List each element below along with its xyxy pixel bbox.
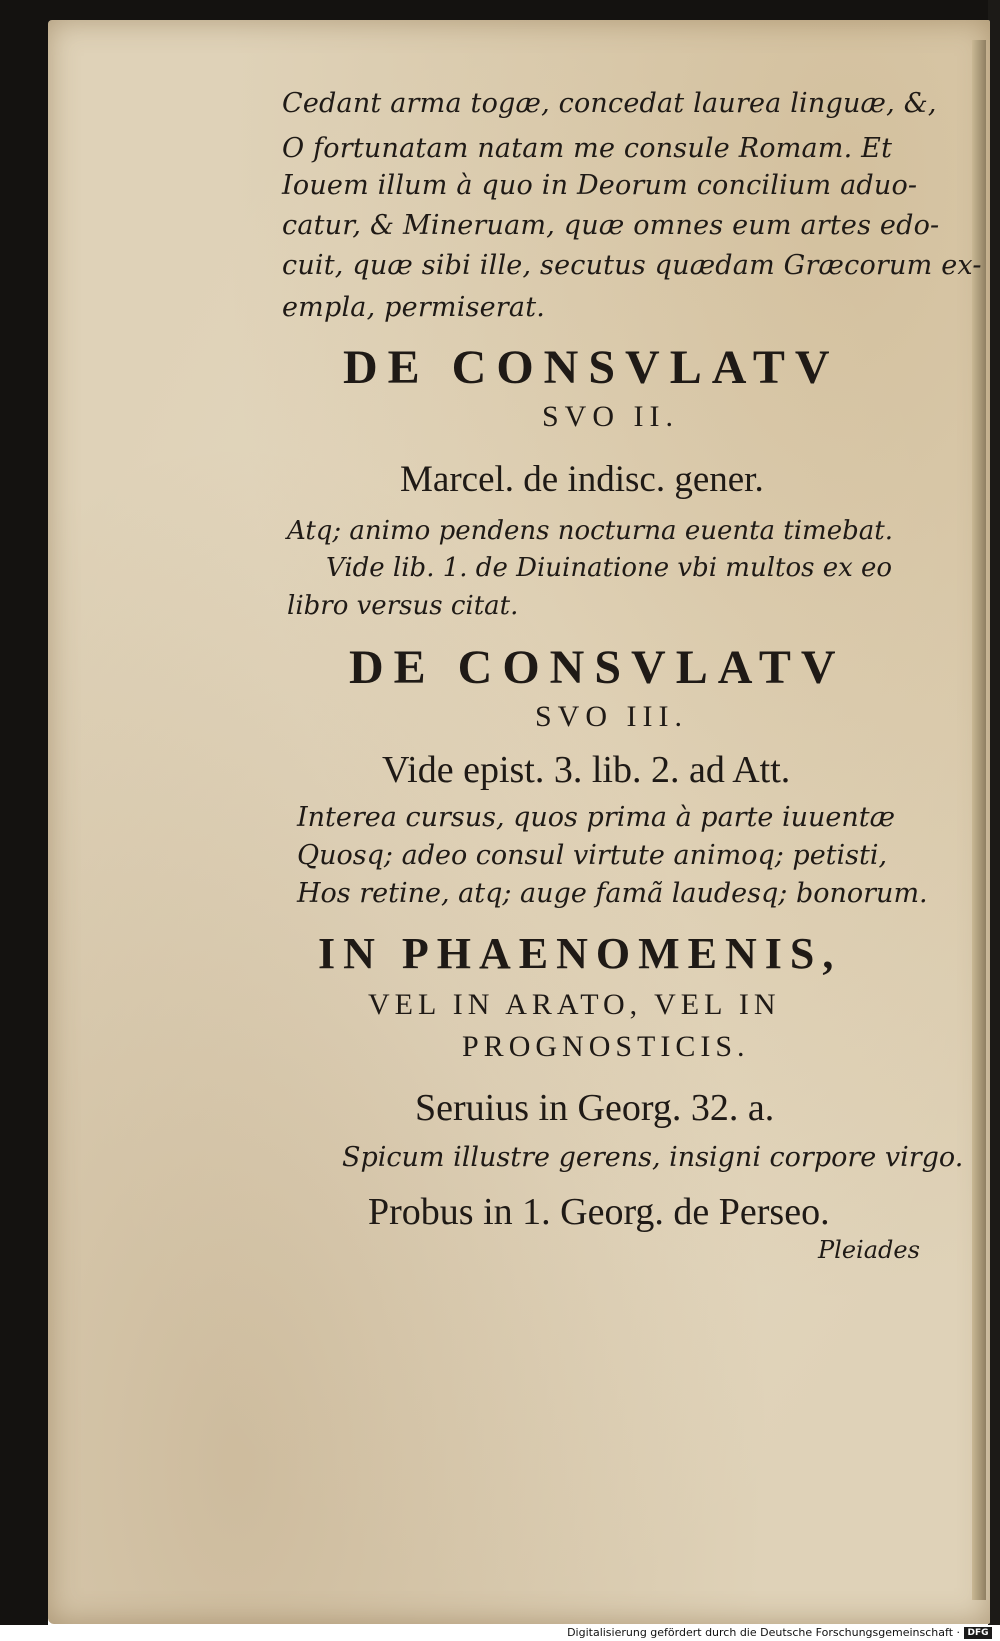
quote-line: Spicum illustre gerens, insigni corpore virgo. (342, 1142, 964, 1173)
section-heading: DE CONSVLATV (343, 341, 840, 394)
passage-line: catur, & Mineruam, quæ omnes eum artes edo- (282, 210, 940, 241)
scan-border-left (0, 0, 48, 1625)
passage-line: cuit, quæ sibi ille, secutus quædam Græcorum ex- (282, 250, 982, 281)
passage-line: O fortunatam natam me consule Romam. Et (282, 133, 893, 164)
source-citation: Vide epist. 3. lib. 2. ad Att. (382, 749, 791, 791)
note-line: libro versus citat. (287, 591, 519, 621)
section-subheading: PROGNOSTICIS. (462, 1030, 750, 1063)
section-subheading: SVO III. (535, 700, 688, 733)
section-heading: DE CONSVLATV (349, 641, 846, 694)
note-line: Vide lib. 1. de Diuinatione vbi multos ex eo (326, 553, 893, 583)
verse-line: Interea cursus, quos prima à parte iuuentæ (297, 802, 895, 833)
passage-line: Iouem illum à quo in Deorum concilium aduo- (282, 170, 918, 201)
catchword: Pleiades (818, 1236, 920, 1264)
passage-line: empla, permiserat. (282, 292, 546, 323)
source-citation: Seruius in Georg. 32. a. (415, 1087, 775, 1129)
digitization-footer (0, 1625, 1000, 1641)
section-subheading: SVO II. (542, 400, 679, 433)
source-citation: Probus in 1. Georg. de Perseo. (368, 1191, 830, 1233)
passage-line: Cedant arma togæ, concedat laurea linguæ, &, (282, 88, 937, 119)
verse-line: Hos retine, atq; auge famã laudesq; bonorum. (297, 878, 928, 909)
footer-credit: Digitalisierung gefördert durch die Deutsche Forschungsgemeinschaft · (567, 1626, 960, 1639)
verse-line: Quosq; adeo consul virtute animoq; petisti, (297, 840, 888, 871)
dfg-logo: DFG (964, 1627, 992, 1639)
section-subheading: VEL IN ARATO, VEL IN (368, 988, 781, 1021)
source-citation: Marcel. de indisc. gener. (400, 459, 764, 500)
section-heading: IN PHAENOMENIS, (318, 929, 842, 978)
quote-line: Atq; animo pendens nocturna euenta timebat. (287, 516, 893, 546)
